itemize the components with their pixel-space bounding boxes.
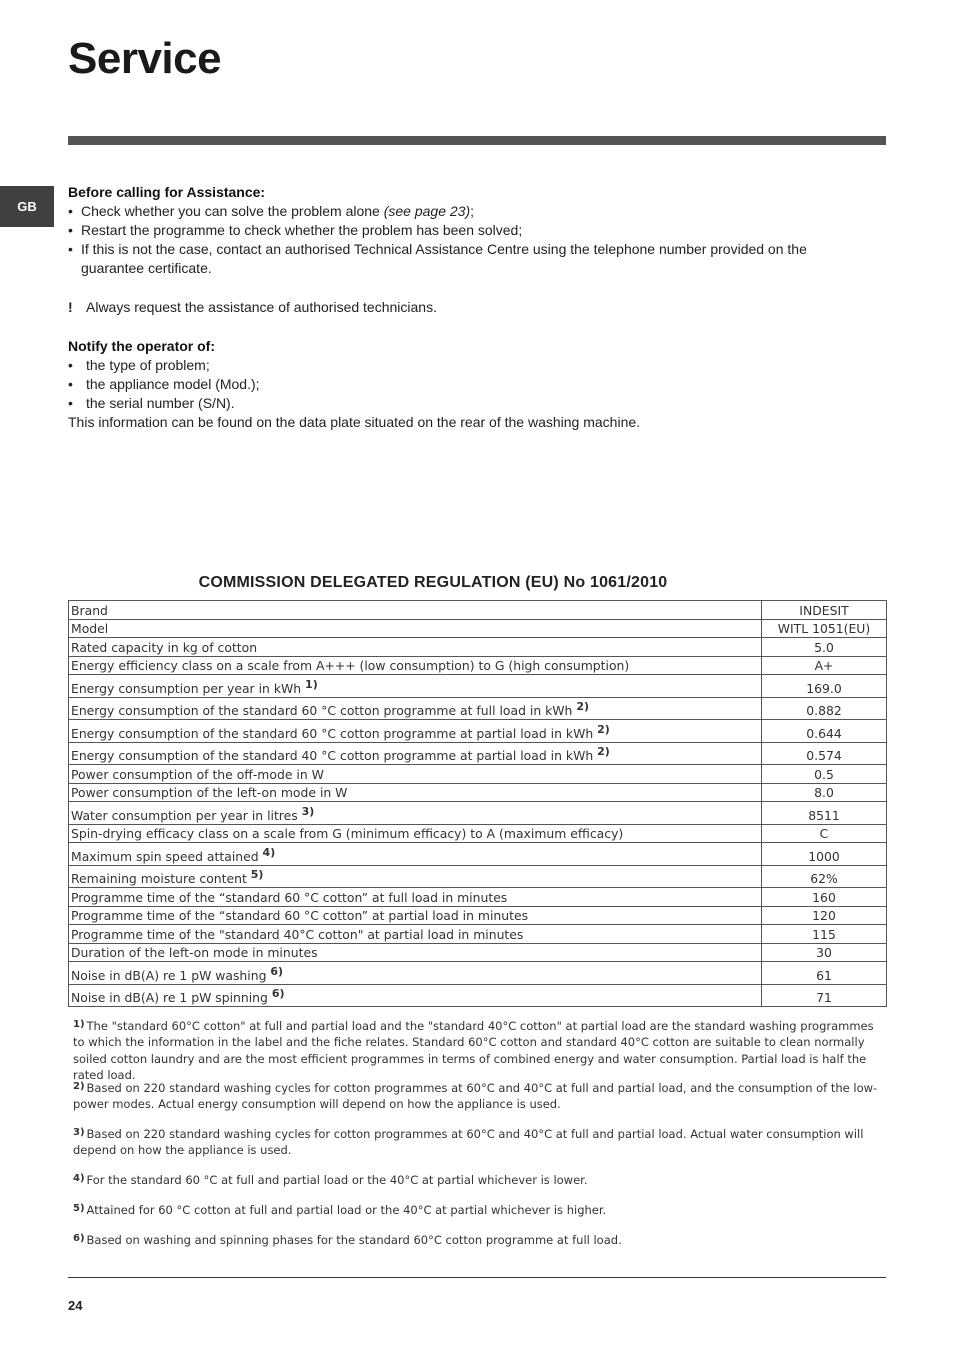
assistance-section	[68, 183, 868, 317]
page-reference: (see page 23)	[383, 203, 471, 219]
table-row	[69, 619, 887, 638]
row-value: 61	[762, 962, 887, 985]
footnote-ref: 4)	[262, 845, 276, 859]
footnote-text: Based on 220 standard washing cycles for cotton programmes at 60°C and 40°C at full and partial load. Actual water consumption will depend on how the appliance is used.	[73, 1127, 864, 1158]
row-value: 71	[762, 984, 887, 1007]
row-value: 0.5	[762, 765, 887, 784]
row-value: A+	[762, 656, 887, 675]
footnote-text: Based on washing and spinning phases for the standard 60°C cotton programme at full load.	[86, 1233, 622, 1247]
row-label: Brand	[69, 601, 762, 620]
footnote-text: Attained for 60 °C cotton at full and partial load or the 40°C at partial whichever is higher.	[86, 1203, 607, 1217]
list-item: • If this is not the case, contact an authorised Technical Assistance Centre using the telephone number provided on the guarantee certificate.	[68, 240, 868, 278]
row-label: Energy efficiency class on a scale from A+++ (low consumption) to G (high consumption)	[69, 656, 762, 675]
table-row	[69, 656, 887, 675]
operator-section	[68, 337, 868, 432]
table-row	[69, 824, 887, 843]
exclamation-icon: !	[68, 299, 73, 315]
row-value: 0.882	[762, 697, 887, 720]
footer-divider	[68, 1277, 886, 1278]
language-tab: GB	[0, 186, 54, 227]
page-title: Service	[68, 34, 222, 83]
row-label: Model	[69, 619, 762, 638]
row-label: Energy consumption of the standard 60 °C cotton programme at full load in kWh $^{2)}$	[69, 697, 762, 720]
footnote-ref: 2)	[597, 722, 610, 736]
row-value: 115	[762, 925, 887, 944]
footnote-ref: 2)	[576, 700, 590, 713]
footnote-text: Based on 220 standard washing cycles for cotton programmes at 60°C and 40°C at full and partial load, and the consumption of the low-power modes. Actual energy consumption will depend on how the appliance is used.	[73, 1081, 878, 1112]
footnote-mark: 5)	[73, 1203, 85, 1214]
footnote	[73, 1018, 885, 1084]
footnote	[73, 1202, 885, 1218]
row-value: INDESIT	[762, 601, 887, 620]
table-row	[69, 843, 887, 866]
footnote	[73, 1126, 885, 1159]
title-divider	[68, 136, 886, 145]
page-number: 24	[68, 1298, 83, 1313]
table-row	[69, 906, 887, 925]
bullet-text: Restart the programme to check whether the problem has been solved;	[81, 222, 523, 238]
row-label: Programme time of the “standard 60 °C cotton” at partial load in minutes	[69, 906, 762, 925]
table-row	[69, 765, 887, 784]
row-value: 169.0	[762, 675, 887, 698]
regulation-table	[68, 600, 887, 1007]
table-row	[69, 601, 887, 620]
table-row	[69, 925, 887, 944]
list-item: • the type of problem;	[68, 357, 210, 373]
row-label: Spin-drying efficacy class on a scale from G (minimum efficacy) to A (maximum efficacy)	[69, 824, 762, 843]
table-row	[69, 697, 887, 720]
row-label: Power consumption of the left-on mode in W	[69, 783, 762, 802]
table-row	[69, 865, 887, 888]
footnote-ref: 6)	[270, 964, 284, 978]
row-label: Maximum spin speed attained $^{4)}$	[69, 843, 762, 866]
footnote	[73, 1232, 885, 1248]
row-value: 62%	[762, 865, 887, 888]
row-label: Water consumption per year in litres $^{3)}$	[69, 802, 762, 825]
footnote-text: The "standard 60°C cotton" at full and partial load and the "standard 40°C cotton" at partial load are the standard washing programmes to which the information in the label and the fiche relates. Standard 60°C cotton and standard 40°C cotton are suitable to clean normally soiled cotton laundry and are the most efficient programmes in terms of combined energy and water consumption. Partial load is half the rated load.	[73, 1019, 874, 1083]
row-label: Noise in dB(A) re 1 pW spinning $^{6)}$	[69, 984, 762, 1007]
row-value: 120	[762, 906, 887, 925]
footnote-ref: 2)	[597, 745, 610, 758]
row-value: 5.0	[762, 638, 887, 657]
row-label: Rated capacity in kg of cotton	[69, 638, 762, 657]
row-value: WITL 1051(EU)	[762, 619, 887, 638]
table-row	[69, 943, 887, 962]
footnote-mark: 2)	[73, 1081, 85, 1092]
row-label: Energy consumption per year in kWh $^{1)}$	[69, 675, 762, 698]
table-row	[69, 984, 887, 1007]
info-text: This information can be found on the data plate situated on the rear of the washing machine.	[68, 414, 641, 430]
row-label: Programme time of the "standard 40°C cotton" at partial load in minutes	[69, 925, 762, 944]
row-value: 1000	[762, 843, 887, 866]
table-row	[69, 720, 887, 743]
warning-text: Always request the assistance of authorised technicians.	[86, 299, 437, 315]
footnote	[73, 1172, 885, 1188]
bullet-text: Check whether you can solve the problem alone	[81, 203, 384, 219]
table-row	[69, 783, 887, 802]
list-item: • Check whether you can solve the problem alone (see page 23);	[68, 203, 475, 219]
footnote-text: For the standard 60 °C at full and partial load or the 40°C at partial whichever is lower.	[86, 1173, 588, 1187]
footnote-ref: 3)	[301, 804, 315, 818]
footnote-mark: 4)	[73, 1173, 85, 1184]
row-label: Duration of the left-on mode in minutes	[69, 943, 762, 962]
footnote-ref: 5)	[250, 868, 264, 881]
table-row	[69, 638, 887, 657]
footnote-mark: 3)	[73, 1127, 85, 1138]
list-item: • Restart the programme to check whether the problem has been solved;	[68, 222, 523, 238]
row-value: 160	[762, 888, 887, 907]
row-value: 30	[762, 943, 887, 962]
row-label: Remaining moisture content $^{5)}$	[69, 865, 762, 888]
row-value: 0.644	[762, 720, 887, 743]
table-row	[69, 962, 887, 985]
table-row	[69, 742, 887, 765]
assistance-heading: Before calling for Assistance:	[68, 184, 266, 200]
table-row	[69, 675, 887, 698]
warning-note	[68, 298, 868, 317]
footnote-ref: 1)	[305, 677, 318, 691]
operator-heading: Notify the operator of:	[68, 338, 215, 354]
row-value: 8.0	[762, 783, 887, 802]
row-value: C	[762, 824, 887, 843]
regulation-title: COMMISSION DELEGATED REGULATION (EU) No 1061/2010	[198, 574, 668, 591]
table-row	[69, 888, 887, 907]
row-label: Noise in dB(A) re 1 pW washing $^{6)}$	[69, 962, 762, 985]
footnote-mark: 6)	[73, 1233, 85, 1244]
footnote-mark: 1)	[73, 1019, 85, 1030]
row-label: Energy consumption of the standard 60 °C cotton programme at partial load in kWh $^{2)}$	[69, 720, 762, 743]
list-item: • the appliance model (Mod.);	[68, 376, 260, 392]
row-label: Programme time of the “standard 60 °C cotton” at full load in minutes	[69, 888, 762, 907]
row-label: Energy consumption of the standard 40 °C cotton programme at partial load in kWh $^{2)}$	[69, 742, 762, 765]
bullet-text: If this is not the case, contact an authorised Technical Assistance Centre using the telephone number provided on the guarantee certificate.	[81, 241, 807, 276]
row-label: Power consumption of the off-mode in W	[69, 765, 762, 784]
table-row	[69, 802, 887, 825]
footnote	[73, 1080, 885, 1113]
list-item: • the serial number (S/N).	[68, 395, 235, 411]
footnote-ref: 6)	[271, 987, 285, 1000]
row-value: 8511	[762, 802, 887, 825]
row-value: 0.574	[762, 742, 887, 765]
